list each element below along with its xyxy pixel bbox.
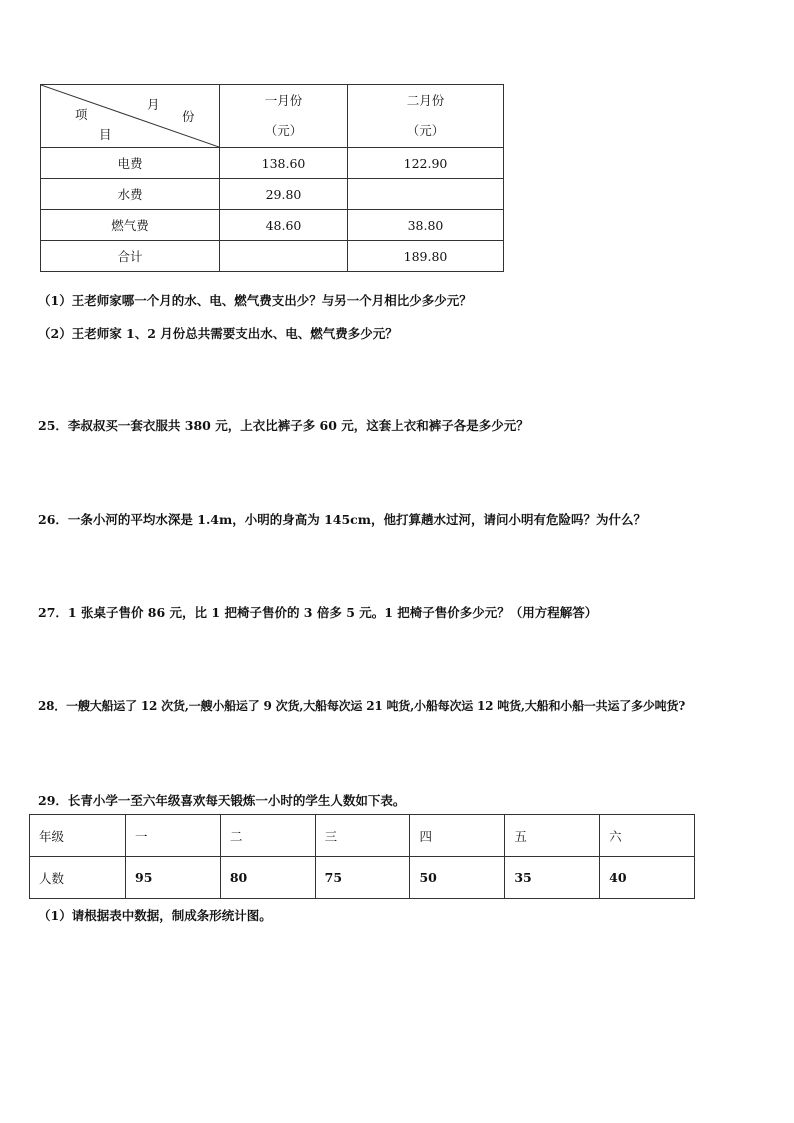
header-month-char: 月 <box>147 97 160 112</box>
question-28: 28．一艘大船运了 12 次货,一艘小船运了 9 次货,大船每次运 21 吨货,小船每次运 12 吨货,大船和小船一共运了多少吨货? <box>38 699 686 713</box>
count-cell: 35 <box>505 857 600 899</box>
table-row <box>41 241 504 272</box>
student-count-table <box>29 814 695 899</box>
row-item: 合计 <box>41 241 220 272</box>
utility-bill-table <box>40 84 504 272</box>
row-item: 水费 <box>41 179 220 210</box>
row-jan-value <box>220 241 348 272</box>
question-24-part-1: （1）王老师家哪一个月的水、电、燃气费支出少？与另一个月相比少多少元？ <box>38 293 472 308</box>
question-29: 29．长青小学一至六年级喜欢每天锻炼一小时的学生人数如下表。 <box>38 793 406 808</box>
question-29-part-1: （1）请根据表中数据，制成条形统计图。 <box>38 908 272 923</box>
row-item: 电费 <box>41 148 220 179</box>
count-cell: 40 <box>600 857 695 899</box>
header-mu-char: 目 <box>99 127 112 142</box>
question-26: 26．一条小河的平均水深是 1.4m，小明的身高为 145cm，他打算趟水过河，请问小明有危险吗？为什么？ <box>38 512 647 527</box>
row-item: 燃气费 <box>41 210 220 241</box>
grade-header-label: 年级 <box>30 815 126 857</box>
header-fen-char: 份 <box>182 109 195 124</box>
january-label: 一月份 <box>264 93 303 108</box>
grade-cell: 五 <box>505 815 600 857</box>
january-unit: （元） <box>264 123 303 138</box>
question-25: 25．李叔叔买一套衣服共 380 元，上衣比裤子多 60 元，这套上衣和裤子各是多少元？ <box>38 418 529 433</box>
count-cell: 80 <box>220 857 315 899</box>
row-feb-value: 38.80 <box>348 210 504 241</box>
header-february <box>348 85 504 148</box>
question-24-part-2: （2）王老师家 1、2 月份总共需要支出水、电、燃气费多少元？ <box>38 326 398 341</box>
count-cell: 75 <box>315 857 410 899</box>
table-row <box>41 210 504 241</box>
grade-cell: 一 <box>126 815 221 857</box>
row-jan-value: 29.80 <box>220 179 348 210</box>
header-january <box>220 85 348 148</box>
grade-cell: 三 <box>315 815 410 857</box>
count-cell: 50 <box>410 857 505 899</box>
question-27: 27．1 张桌子售价 86 元，比 1 把椅子售价的 3 倍多 5 元。1 把椅子售价多少元？（用方程解答） <box>38 605 598 620</box>
header-item-char: 项 <box>75 107 88 122</box>
row-jan-value: 138.60 <box>220 148 348 179</box>
row-jan-value: 48.60 <box>220 210 348 241</box>
table-row <box>41 148 504 179</box>
count-header-label: 人数 <box>30 857 126 899</box>
table-row <box>41 179 504 210</box>
row-feb-value: 122.90 <box>348 148 504 179</box>
table-row-grades <box>30 815 695 857</box>
grade-cell: 二 <box>220 815 315 857</box>
diagonal-header-cell <box>41 85 220 148</box>
grade-cell: 六 <box>600 815 695 857</box>
grade-cell: 四 <box>410 815 505 857</box>
table-row-counts <box>30 857 695 899</box>
count-cell: 95 <box>126 857 221 899</box>
row-feb-value <box>348 179 504 210</box>
february-label: 二月份 <box>406 93 445 108</box>
row-feb-value: 189.80 <box>348 241 504 272</box>
february-unit: （元） <box>406 123 445 138</box>
